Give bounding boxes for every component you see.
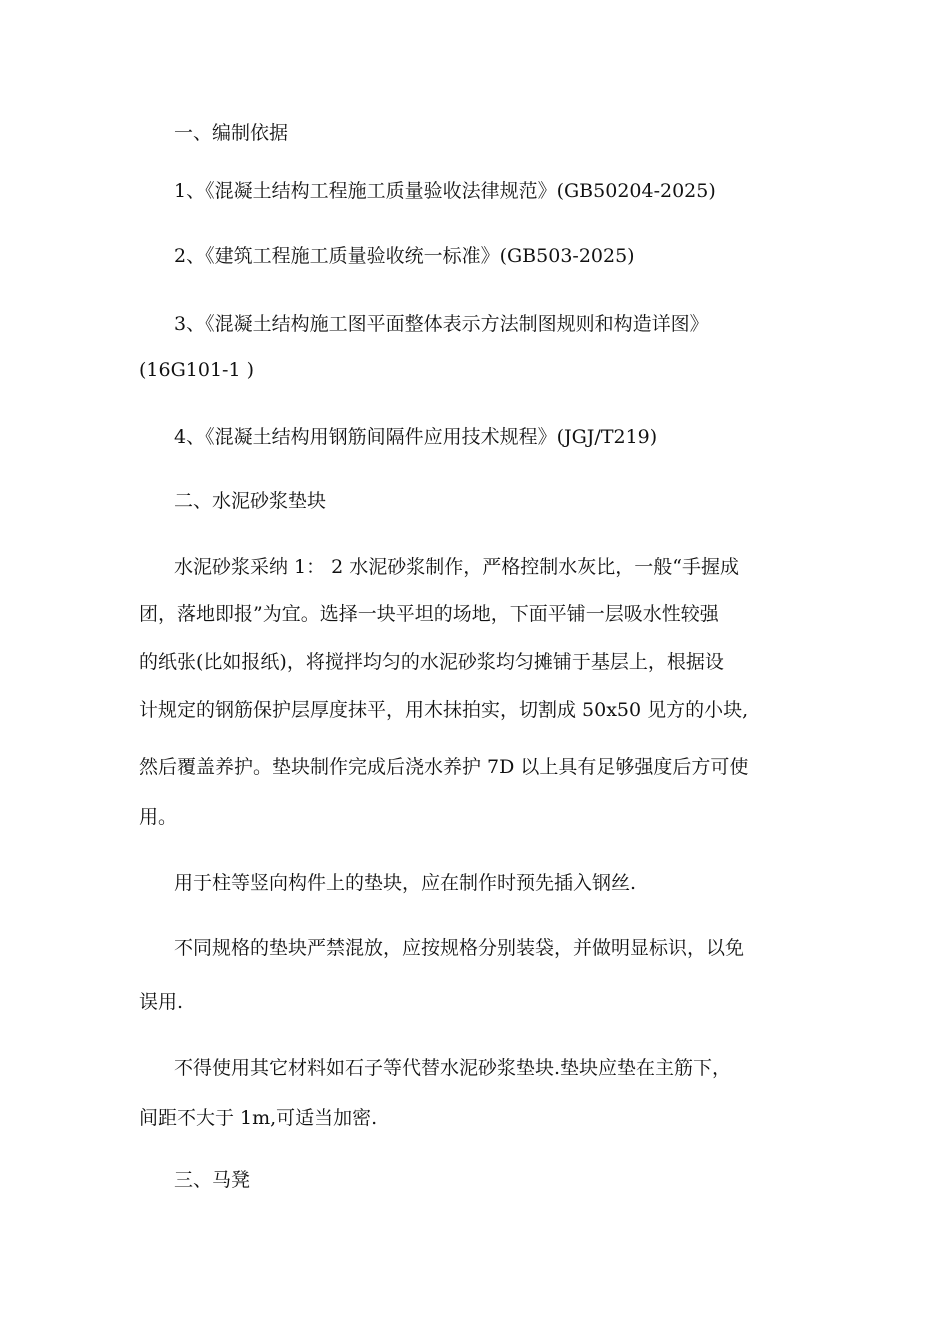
mortar-para-line-6: 用。 [139, 806, 178, 828]
vertical-member-para: 用于柱等竖向构件上的垫块，应在制作时预先插入钢丝. [174, 872, 637, 894]
section-heading-basis: 一、编制依据 [174, 122, 289, 144]
spec-para-line-2: 误用. [139, 991, 184, 1013]
basis-item-4: 4、《混凝土结构用钢筋间隔件应用技术规程》(JGJ/T219) [174, 426, 658, 448]
mortar-para-line-2: 团，落地即报”为宜。选择一块平坦的场地，下面平铺一层吸水性较强 [139, 603, 719, 625]
spec-para-line-1: 不同规格的垫块严禁混放，应按规格分别装袋，并做明显标识，以免 [174, 937, 745, 959]
substitute-para-line-2: 间距不大于 1m,可适当加密. [139, 1107, 378, 1129]
basis-item-3-code: (16G101-1 ) [139, 359, 254, 381]
substitute-para-line-1: 不得使用其它材料如石子等代替水泥砂浆垫块.垫块应垫在主筋下， [174, 1057, 732, 1079]
mortar-para-line-1: 水泥砂浆采纳 1： 2 水泥砂浆制作，严格控制水灰比，一般“手握成 [174, 556, 740, 578]
section-heading-stool: 三、马凳 [174, 1169, 251, 1191]
mortar-para-line-4: 计规定的钢筋保护层厚度抹平，用木抹拍实，切割成 50x50 见方的小块, [139, 699, 749, 721]
section-heading-mortar-block: 二、水泥砂浆垫块 [174, 490, 327, 512]
mortar-para-line-3: 的纸张(比如报纸)，将搅拌均匀的水泥砂浆均匀摊铺于基层上，根据设 [139, 651, 724, 673]
mortar-para-line-5: 然后覆盖养护。垫块制作完成后浇水养护 7D 以上具有足够强度后方可使 [139, 756, 749, 778]
basis-item-2: 2、《建筑工程施工质量验收统一标准》(GB503-2025) [174, 245, 635, 267]
basis-item-3: 3、《混凝土结构施工图平面整体表示方法制图规则和构造详图》 [174, 313, 709, 335]
basis-item-1: 1、《混凝土结构工程施工质量验收法律规范》(GB50204-2025) [174, 180, 716, 202]
